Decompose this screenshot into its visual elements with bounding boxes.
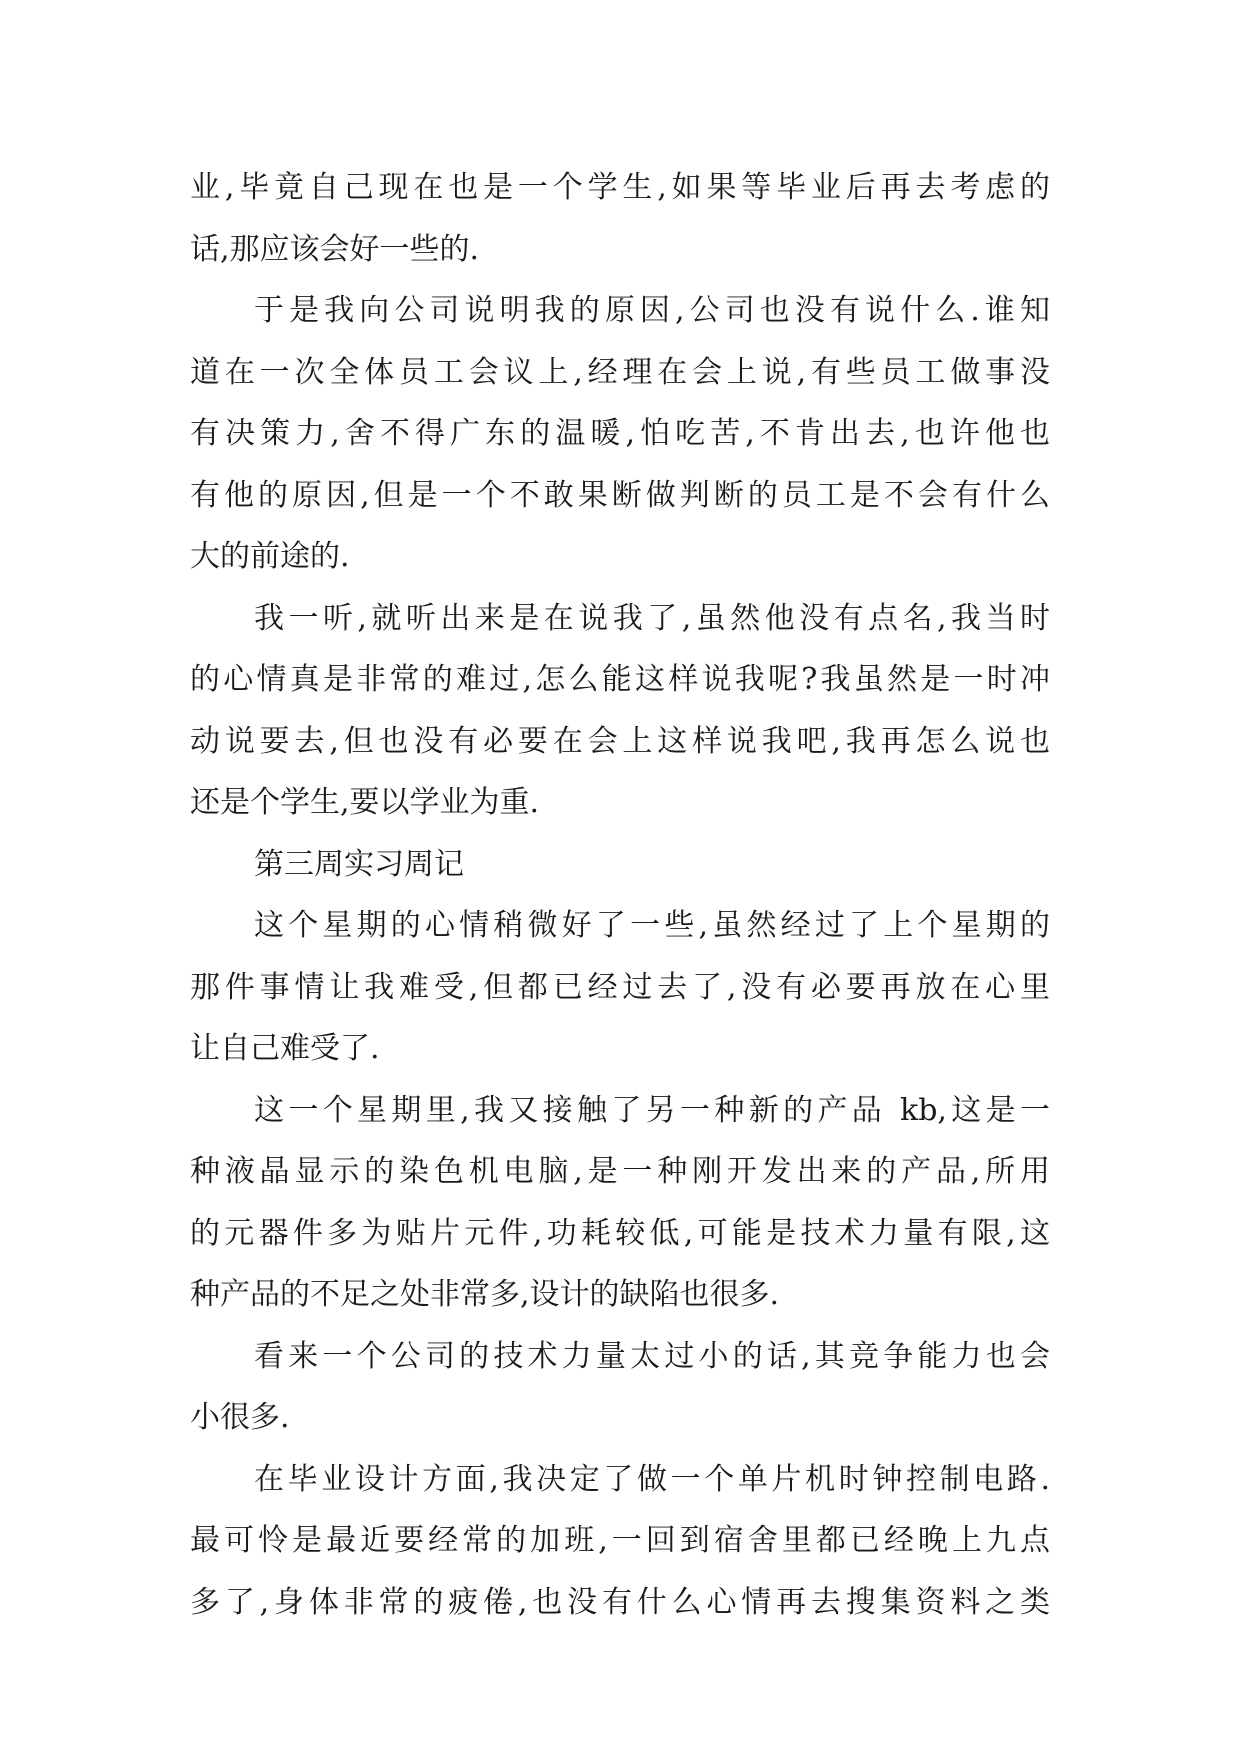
text-line: 的心情真是非常的难过,怎么能这样说我呢?我虽然是一时冲 [190,662,1050,697]
text-line: 种液晶显示的染色机电脑,是一种刚开发出来的产品,所用 [190,1154,1050,1189]
text-line: 的元器件多为贴片元件,功耗较低,可能是技术力量有限,这 [190,1215,1050,1251]
text-line: 有他的原因,但是一个不敢果断做判断的员工是不会有什么 [190,477,1050,513]
text-line: 这一个星期里,我又接触了另一种新的产品 kb,这是一 [254,1092,1050,1128]
text-line: 道在一次全体员工会议上,经理在会上说,有些员工做事没 [190,354,1050,390]
text-line: 那件事情让我难受,但都已经过去了,没有必要再放在心里 [190,969,1050,1005]
text-line: 在毕业设计方面,我决定了做一个单片机时钟控制电路. [254,1461,1050,1497]
text-line: 还是个学生,要以学业为重. [190,785,540,820]
text-line: 让自己难受了. [190,1031,380,1066]
text-line: 话,那应该会好一些的. [190,231,480,267]
document-body [190,157,1050,1633]
text-line: 动说要去,但也没有必要在会上这样说我吧,我再怎么说也 [190,723,1050,759]
text-line: 大的前途的. [190,539,350,574]
text-line: 业,毕竟自己现在也是一个学生,如果等毕业后再去考虑的 [190,170,1050,205]
text-line: 第三周实习周记 [254,846,464,882]
text-line: 多了,身体非常的疲倦,也没有什么心情再去搜集资料之类 [190,1584,1050,1620]
text-line: 有决策力,舍不得广东的温暖,怕吃苦,不肯出去,也许他也 [190,416,1050,451]
text-line: 最可怜是最近要经常的加班,一回到宿舍里都已经晚上九点 [190,1523,1050,1558]
text-line: 看来一个公司的技术力量太过小的话,其竞争能力也会 [254,1338,1050,1374]
text-line: 于是我向公司说明我的原因,公司也没有说什么.谁知 [254,293,1050,328]
text-line: 小很多. [190,1400,290,1435]
text-line: 我一听,就听出来是在说我了,虽然他没有点名,我当时 [254,600,1050,636]
text-line: 这个星期的心情稍微好了一些,虽然经过了上个星期的 [254,908,1050,943]
text-line: 种产品的不足之处非常多,设计的缺陷也很多. [190,1277,780,1312]
